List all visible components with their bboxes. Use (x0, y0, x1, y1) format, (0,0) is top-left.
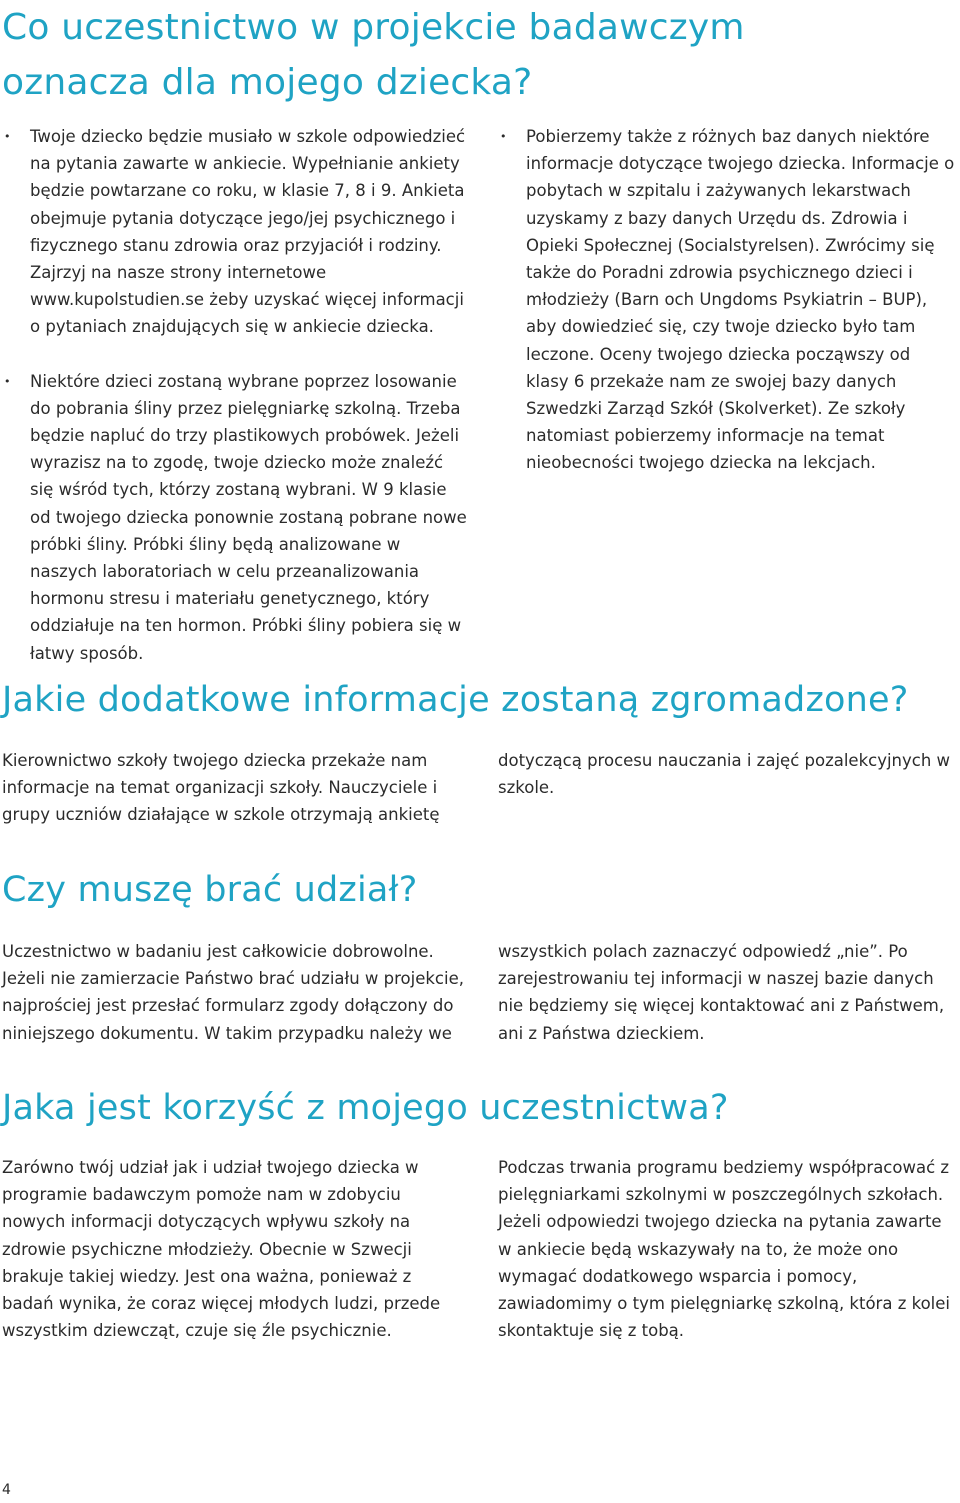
paragraph: Kierownictwo szkoły twojego dziecka przekaże nam informacje na temat organizacji szkoły. Nauczyciele i grupy uczniów działające w szkole otrzymają ankietę (2, 751, 440, 825)
page-number: 4 (2, 1482, 11, 1498)
must-participate-left-text (2, 938, 464, 1047)
page-title: Co uczestnictwo w projekcie badawczym oznacza dla mojego dziecka? (2, 7, 745, 103)
benefit-left-text (2, 1154, 454, 1344)
must-participate-right-text (498, 938, 953, 1047)
benefit-heading: Jaka jest korzyść z mojego uczestnictwa? (2, 1088, 729, 1128)
paragraph: Podczas trwania programu bedziemy współpracować z pielęgniarkami szkolnymi w poszczególnych szkołach. Jeżeli odpowiedzi twojego dziecka na pytania zawarte w ankiecie będą wskazywały na to, że może ono wymagać dodatkowego wsparcia i pomocy, zawiadomimy o tym pielęgniarkę szkolną, która z kolei skontaktuje się z tobą. (498, 1158, 950, 1341)
additional-info-right-text (498, 747, 953, 801)
participation-right-list (496, 123, 958, 504)
bullet-item-survey: • Twoje dziecko będzie musiało w szkole odpowiedzieć na pytania zawarte w ankiecie. Wypełnianie ankiety będzie powtarzane co roku, w klasie 7, 8 i 9. Ankieta obejmuje pytania dotyczące jego/jej psychicznego i fizycznego stanu zdrowia oraz przyjaciół i rodziny. Zajrzyj na nasze strony internetowe www.kupolstudien.se żeby uzyskać więcej informacji o pytaniach znajdujących się w ankiecie dziecka. (0, 123, 468, 341)
must-participate-heading: Czy muszę brać udział? (2, 870, 418, 910)
paragraph: Uczestnictwo w badaniu jest całkowicie dobrowolne. Jeżeli nie zamierzacie Państwo brać udziału w projekcie, najprościej jest przesłać formularz zgody dołączony do niniejszego dokumentu. W takim przypadku należy we (2, 942, 464, 1043)
participation-left-list (0, 123, 468, 694)
bullet-item-databases: • Pobierzemy także z różnych baz danych niektóre informacje dotyczące twojego dziecka. Informacje o pobytach w szpitalu i zażywanych lekarstwach uzyskamy z bazy danych Urzędu ds. Zdrowia i Opieki Społecznej (Socialstyrelsen). Zwrócimy się także do Poradni zdrowia psychicznego dzieci i młodzieży (Barn och Ungdoms Psykiatrin – BUP), aby dowiedzieć się, czy twoje dziecko było tam leczone. Oceny twojego dziecka począwszy od klasy 6 przekaże nam ze swojej bazy danych Szwedzki Zarząd Szkół (Skolverket). Ze szkoły natomiast pobierzemy informacje na temat nieobecności twojego dziecka na lekcjach. (496, 123, 958, 477)
additional-info-left-text (2, 747, 454, 829)
paragraph: wszystkich polach zaznaczyć odpowiedź „nie”. Po zarejestrowaniu tej informacji w naszej bazie danych nie będziemy się więcej kontaktować ani z Państwem, ani z Państwa dzieckiem. (498, 942, 945, 1043)
paragraph: dotyczącą procesu nauczania i zajęć pozalekcyjnych w szkole. (498, 751, 951, 798)
benefit-right-text (498, 1154, 958, 1344)
paragraph: Zarówno twój udział jak i udział twojego dziecka w programie badawczym pomoże nam w zdobyciu nowych informacji dotyczących wpływu szkoły na zdrowie psychiczne młodzieży. Obecnie w Szwecji brakuje takiej wiedzy. Jest ona ważna, ponieważ z badań wynika, że coraz więcej młodych ludzi, przede wszystkim dziewcząt, czuje się źle psychicznie. (2, 1158, 441, 1341)
bullet-item-saliva: • Niektóre dzieci zostaną wybrane poprzez losowanie do pobrania śliny przez pielęgniarkę szkolną. Trzeba będzie napluć do trzy plastikowych probówek. Jeżeli wyrazisz na to zgodę, twoje dziecko może znaleźć się wśród tych, którzy zostaną wybrani. W 9 klasie od twojego dziecka ponownie zostaną pobrane nowe próbki śliny. Próbki śliny będą analizowane w naszych laboratoriach w celu przeanalizowania hormonu stresu i materiału genetycznego, który oddziałuje na ten hormon. Próbki śliny pobiera się w łatwy sposób. (0, 368, 468, 667)
additional-info-heading: Jakie dodatkowe informacje zostaną zgromadzone? (2, 680, 909, 720)
